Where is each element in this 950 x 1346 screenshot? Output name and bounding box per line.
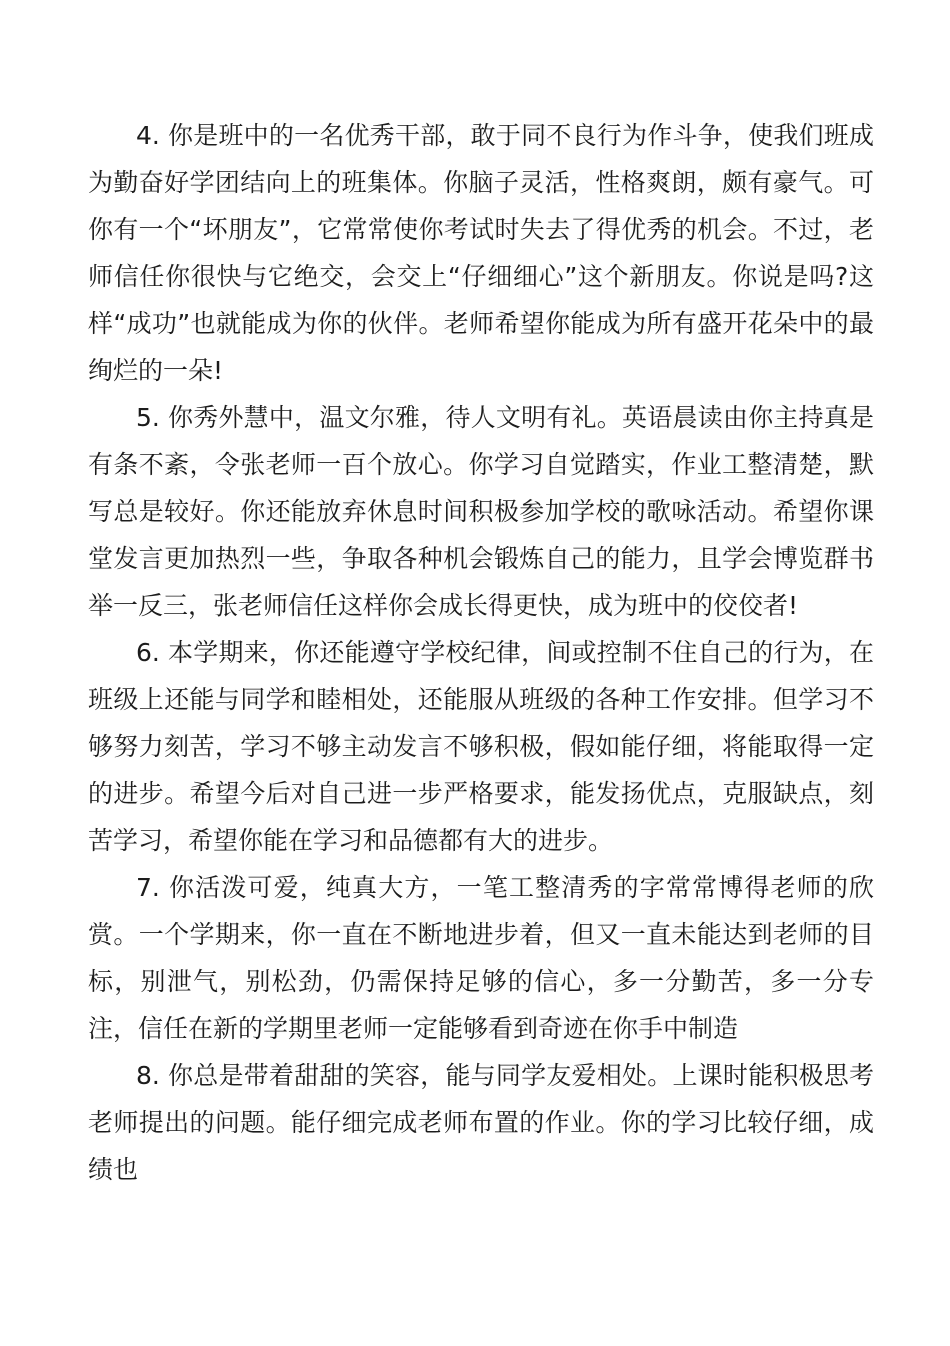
paragraph-6: 6. 本学期来，你还能遵守学校纪律，间或控制不住自己的行为，在班级上还能与同学和睦相处，还能服从班级的各种工作安排。但学习不够努力刻苦，学习不够主动发言不够积极，假如能仔细，将能取得一定的进步。希望今后对自己进一步严格要求，能发扬优点，克服缺点，刻苦学习，希望你能在学习和品德都有大的进步。 xyxy=(88,638,874,855)
document-body xyxy=(88,112,874,1193)
paragraph-7: 7. 你活泼可爱，纯真大方，一笔工整清秀的字常常博得老师的欣赏。一个学期来，你一直在不断地进步着，但又一直未能达到老师的目标，别泄气，别松劲，仍需保持足够的信心，多一分勤苦，多一分专注，信任在新的学期里老师一定能够看到奇迹在你手中制造 xyxy=(88,873,874,1043)
paragraph-5: 5. 你秀外慧中，温文尔雅，待人文明有礼。英语晨读由你主持真是有条不紊，令张老师一百个放心。你学习自觉踏实，作业工整清楚，默写总是较好。你还能放弃休息时间积极参加学校的歌咏活动。希望你课堂发言更加热烈一些，争取各种机会锻炼自己的能力，且学会博览群书举一反三，张老师信任这样你会成长得更快，成为班中的佼佼者! xyxy=(88,403,874,620)
paragraph-4: 4. 你是班中的一名优秀干部，敢于同不良行为作斗争，使我们班成为勤奋好学团结向上的班集体。你脑子灵活，性格爽朗，颇有豪气。可你有一个“坏朋友”，它常常使你考试时失去了得优秀的机会。不过，老师信任你很快与它绝交，会交上“仔细细心”这个新朋友。你说是吗?这样“成功”也就能成为你的伙伴。老师希望你能成为所有盛开花朵中的最绚烂的一朵! xyxy=(88,121,874,385)
paragraph-8: 8. 你总是带着甜甜的笑容，能与同学友爱相处。上课时能积极思考老师提出的问题。能仔细完成老师布置的作业。你的学习比较仔细，成绩也 xyxy=(88,1061,874,1184)
